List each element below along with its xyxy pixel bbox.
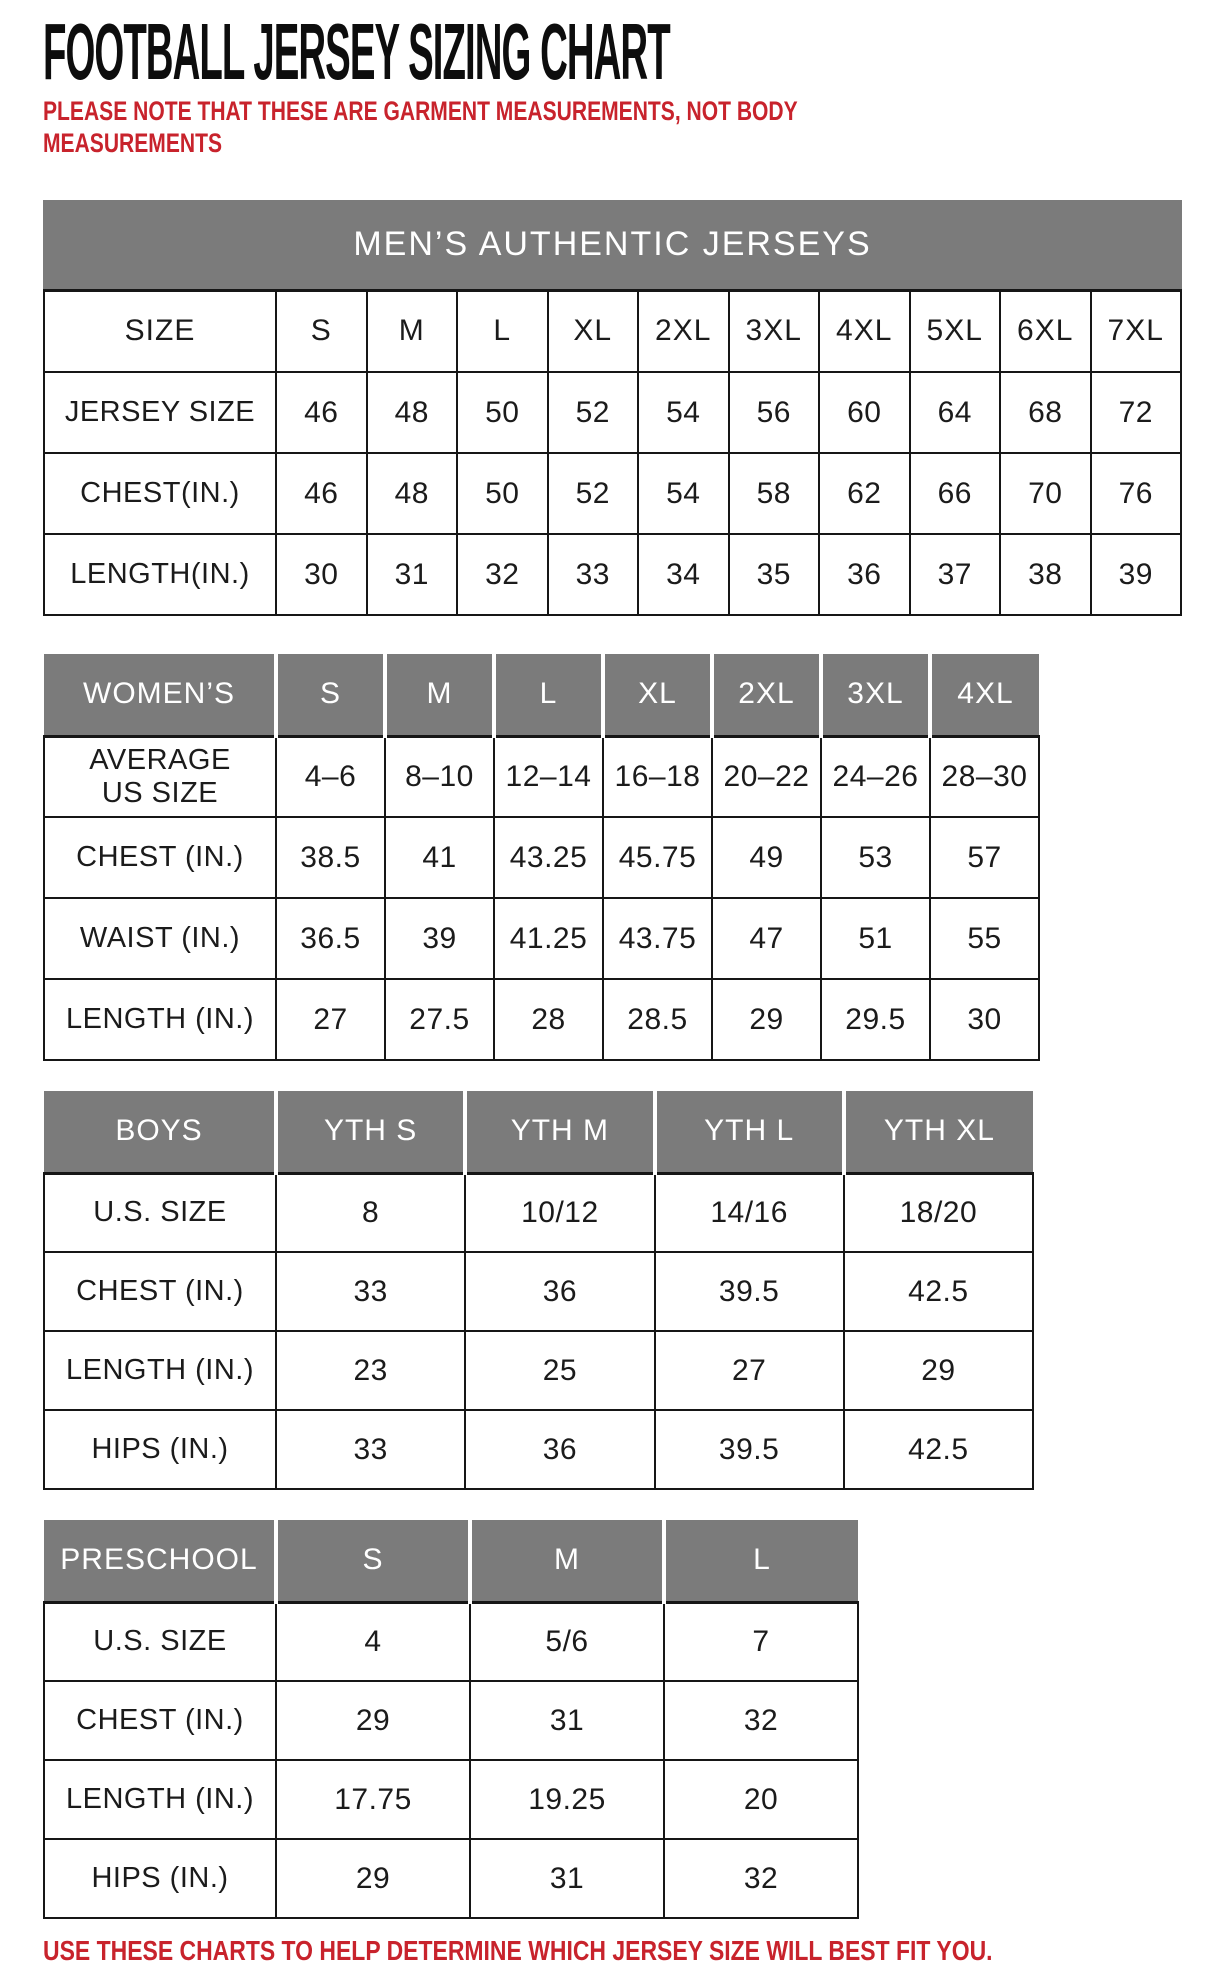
boys-value-1-0-text: 33: [353, 1274, 388, 1308]
boys-value-0-0: [276, 1173, 465, 1252]
mens-value-1-1: [367, 453, 458, 534]
mens-value-0-0-text: 46: [304, 395, 339, 429]
mens-value-0-1: [367, 372, 458, 453]
womens-column-header-5-text: 3XL: [847, 677, 904, 711]
preschool-row-2: [44, 1760, 858, 1839]
mens-column-header-1-text: M: [398, 314, 425, 348]
womens-value-0-5: [821, 736, 930, 817]
womens-value-2-1: [385, 898, 494, 979]
womens-value-0-2-text: 12–14: [505, 759, 592, 793]
womens-value-0-0: [276, 736, 385, 817]
womens-value-2-4-text: 47: [749, 921, 784, 955]
womens-value-0-2: [494, 736, 603, 817]
womens-value-3-0-text: 27: [313, 1002, 348, 1036]
mens-header-row: [44, 290, 1181, 372]
preschool-row-0: [44, 1602, 858, 1681]
boys-column-header-0: [276, 1091, 465, 1173]
preschool-value-3-0: [276, 1839, 470, 1918]
boys-column-header-0-text: YTH S: [323, 1114, 418, 1148]
preschool-row-label-3: [44, 1839, 276, 1918]
womens-value-1-3-text: 45.75: [618, 840, 697, 874]
mens-value-1-7: [910, 453, 1001, 534]
garment-measurement-note: [43, 96, 961, 160]
mens-value-2-4-text: 34: [666, 557, 701, 591]
womens-header-row: [44, 654, 1039, 736]
womens-value-0-3-text: 16–18: [614, 759, 701, 793]
preschool-corner-header-cell-text: PRESCHOOL: [60, 1543, 258, 1577]
boys-value-1-1: [465, 1252, 654, 1331]
womens-value-2-5: [821, 898, 930, 979]
mens-value-1-4: [638, 453, 729, 534]
preschool-row-label-0: [44, 1602, 276, 1681]
preschool-value-1-1: [470, 1681, 664, 1760]
boys-value-3-3-text: 42.5: [908, 1432, 969, 1466]
mens-value-0-7: [910, 372, 1001, 453]
preschool-row-3: [44, 1839, 858, 1918]
boys-value-2-2: [655, 1331, 844, 1410]
mens-value-1-8-text: 70: [1028, 476, 1063, 510]
preschool-value-0-2-text: 7: [752, 1624, 770, 1658]
mens-value-1-2-text: 50: [485, 476, 520, 510]
womens-value-1-5-text: 53: [858, 840, 893, 874]
mens-column-header-9-text: 7XL: [1107, 314, 1164, 348]
boys-value-0-0-text: 8: [362, 1195, 380, 1229]
womens-value-1-1: [385, 817, 494, 898]
preschool-column-header-0-text: S: [362, 1543, 384, 1577]
womens-value-3-5-text: 29.5: [845, 1002, 906, 1036]
boys-row-0: [44, 1173, 1033, 1252]
mens-column-header-5: [729, 290, 820, 372]
mens-value-2-5-text: 35: [756, 557, 791, 591]
preschool-value-3-1: [470, 1839, 664, 1918]
preschool-value-2-0: [276, 1760, 470, 1839]
womens-value-2-2-text: 41.25: [509, 921, 588, 955]
womens-value-1-4-text: 49: [749, 840, 784, 874]
womens-value-3-5: [821, 979, 930, 1060]
mens-row-label-2-text: LENGTH(IN.): [70, 558, 250, 591]
womens-value-0-3: [603, 736, 712, 817]
mens-value-0-3-text: 52: [575, 395, 610, 429]
boys-corner-header-cell: [44, 1091, 276, 1173]
boys-value-0-1-text: 10/12: [521, 1195, 599, 1229]
note-line-1: PLEASE NOTE THAT THESE ARE GARMENT MEASUREMENTS, NOT BODY: [43, 96, 798, 126]
womens-value-3-6-text: 30: [967, 1002, 1002, 1036]
size-table-womens: [43, 654, 1220, 1061]
preschool-column-header-2-text: L: [753, 1543, 771, 1577]
boys-row-label-0: [44, 1173, 276, 1252]
womens-row-label-2: [44, 898, 276, 979]
mens-column-header-6-text: 4XL: [836, 314, 893, 348]
boys-value-2-0-text: 23: [353, 1353, 388, 1387]
mens-banner: MEN’S AUTHENTIC JERSEYS: [43, 200, 1182, 289]
mens-corner-header-cell: [44, 290, 276, 372]
womens-corner-header-cell-text: WOMEN’S: [83, 677, 235, 711]
boys-value-1-1-text: 36: [542, 1274, 578, 1308]
womens-row-label-1: [44, 817, 276, 898]
womens-row-0: [44, 736, 1039, 817]
womens-row-3: [44, 979, 1039, 1060]
womens-column-header-5: [821, 654, 930, 736]
mens-value-1-7-text: 66: [937, 476, 972, 510]
womens-value-1-1-text: 41: [422, 840, 457, 874]
boys-value-0-1: [465, 1173, 654, 1252]
mens-column-header-9: [1091, 290, 1182, 372]
womens-value-0-1-text: 8–10: [405, 759, 474, 793]
boys-column-header-1-text: YTH M: [510, 1114, 610, 1148]
mens-value-2-0: [276, 534, 367, 615]
womens-value-2-6: [930, 898, 1039, 979]
mens-value-0-2-text: 50: [485, 395, 520, 429]
preschool-value-3-2-text: 32: [743, 1861, 779, 1895]
boys-value-3-0-text: 33: [353, 1432, 388, 1466]
mens-value-0-6-text: 60: [847, 395, 882, 429]
boys-row-2: [44, 1331, 1033, 1410]
mens-value-1-5-text: 58: [756, 476, 791, 510]
womens-row-label-3-text: LENGTH (IN.): [65, 1003, 255, 1036]
mens-value-1-8: [1000, 453, 1091, 534]
womens-corner-header-cell: [44, 654, 276, 736]
preschool-row-1: [44, 1681, 858, 1760]
womens-value-3-2-text: 28: [531, 1002, 566, 1036]
mens-value-2-2-text: 32: [485, 557, 520, 591]
boys-value-2-1: [465, 1331, 654, 1410]
note-line-2: MEASUREMENTS: [43, 127, 223, 158]
womens-value-0-0-text: 4–6: [304, 759, 357, 793]
mens-value-2-2: [457, 534, 548, 615]
womens-value-2-3: [603, 898, 712, 979]
mens-row-2: [44, 534, 1181, 615]
boys-value-3-1: [465, 1410, 654, 1489]
womens-value-1-6-text: 57: [967, 840, 1002, 874]
womens-value-2-0: [276, 898, 385, 979]
boys-value-1-3: [844, 1252, 1033, 1331]
womens-value-1-4: [712, 817, 821, 898]
preschool-header-row: [44, 1520, 858, 1602]
preschool-value-0-2: [664, 1602, 858, 1681]
preschool-column-header-1-text: M: [554, 1543, 580, 1577]
mens-value-2-1: [367, 534, 458, 615]
womens-row-label-0: [44, 736, 276, 817]
mens-value-1-3-text: 52: [575, 476, 610, 510]
mens-value-2-5: [729, 534, 820, 615]
womens-value-1-2-text: 43.25: [509, 840, 588, 874]
preschool-value-2-1: [470, 1760, 664, 1839]
boys-value-0-2-text: 14/16: [710, 1195, 788, 1229]
preschool-value-2-1-text: 19.25: [528, 1782, 606, 1816]
womens-value-3-3-text: 28.5: [627, 1002, 688, 1036]
boys-value-3-1-text: 36: [542, 1432, 578, 1466]
mens-column-header-7: [910, 290, 1001, 372]
mens-value-0-7-text: 64: [937, 395, 972, 429]
womens-row-label-3: [44, 979, 276, 1060]
boys-header-row: [44, 1091, 1033, 1173]
mens-column-header-3: [548, 290, 639, 372]
mens-column-header-8-text: 6XL: [1017, 314, 1074, 348]
size-table-mens: [43, 200, 1220, 617]
womens-value-3-4: [712, 979, 821, 1060]
preschool-row-label-1: [44, 1681, 276, 1760]
boys-column-header-3: [844, 1091, 1033, 1173]
preschool-value-0-1: [470, 1602, 664, 1681]
womens-value-1-6: [930, 817, 1039, 898]
mens-value-2-4: [638, 534, 729, 615]
preschool-value-0-1-text: 5/6: [545, 1624, 589, 1658]
preschool-value-1-1-text: 31: [549, 1703, 585, 1737]
boys-row-3: [44, 1410, 1033, 1489]
mens-value-0-5: [729, 372, 820, 453]
womens-column-header-3: [603, 654, 712, 736]
preschool-value-3-2: [664, 1839, 858, 1918]
womens-value-2-3-text: 43.75: [618, 921, 697, 955]
mens-value-0-1-text: 48: [394, 395, 429, 429]
mens-grid: [43, 289, 1182, 617]
boys-column-header-3-text: YTH XL: [883, 1114, 995, 1148]
mens-value-1-0: [276, 453, 367, 534]
mens-row-label-1: [44, 453, 276, 534]
mens-column-header-8: [1000, 290, 1091, 372]
preschool-value-2-2: [664, 1760, 858, 1839]
mens-value-0-2: [457, 372, 548, 453]
womens-row-label-2-text: WAIST (IN.): [79, 922, 241, 955]
womens-value-2-0-text: 36.5: [300, 921, 361, 955]
mens-column-header-7-text: 5XL: [926, 314, 983, 348]
womens-row-2: [44, 898, 1039, 979]
preschool-value-3-1-text: 31: [549, 1861, 585, 1895]
mens-row-0: [44, 372, 1181, 453]
womens-value-2-2: [494, 898, 603, 979]
mens-column-header-0-text: S: [310, 314, 332, 348]
preschool-row-label-3-text: HIPS (IN.): [91, 1862, 229, 1895]
womens-column-header-4: [712, 654, 821, 736]
boys-value-1-2-text: 39.5: [718, 1274, 780, 1308]
preschool-row-label-2: [44, 1760, 276, 1839]
mens-value-2-1-text: 31: [394, 557, 429, 591]
boys-row-label-3: [44, 1410, 276, 1489]
womens-value-3-2: [494, 979, 603, 1060]
boys-value-0-3: [844, 1173, 1033, 1252]
mens-value-0-9: [1091, 372, 1182, 453]
page-title: FOOTBALL JERSEY SIZING CHART: [43, 7, 670, 96]
boys-value-1-3-text: 42.5: [908, 1274, 969, 1308]
preschool-value-0-0-text: 4: [364, 1624, 382, 1658]
mens-row-label-1-text: CHEST(IN.): [80, 477, 240, 510]
mens-value-0-4: [638, 372, 729, 453]
preschool-column-header-0: [276, 1520, 470, 1602]
mens-value-0-4-text: 54: [666, 395, 701, 429]
mens-value-1-9: [1091, 453, 1182, 534]
mens-column-header-4-text: 2XL: [655, 314, 712, 348]
mens-value-1-4-text: 54: [666, 476, 701, 510]
mens-value-0-6: [819, 372, 910, 453]
boys-corner-header-cell-text: BOYS: [115, 1114, 203, 1148]
mens-value-2-9: [1091, 534, 1182, 615]
mens-value-0-8-text: 68: [1028, 395, 1063, 429]
mens-value-2-8-text: 38: [1028, 557, 1063, 591]
boys-column-header-1: [465, 1091, 654, 1173]
mens-column-header-2: [457, 290, 548, 372]
mens-value-1-6-text: 62: [847, 476, 882, 510]
womens-column-header-1-text: M: [426, 677, 453, 711]
womens-value-2-6-text: 55: [967, 921, 1002, 955]
boys-value-3-0: [276, 1410, 465, 1489]
womens-value-1-0: [276, 817, 385, 898]
womens-column-header-2-text: L: [539, 677, 558, 711]
boys-value-3-2-text: 39.5: [718, 1432, 780, 1466]
boys-value-1-0: [276, 1252, 465, 1331]
womens-value-0-6: [930, 736, 1039, 817]
mens-value-0-8: [1000, 372, 1091, 453]
boys-row-label-3-text: HIPS (IN.): [91, 1433, 229, 1466]
boys-value-3-3: [844, 1410, 1033, 1489]
preschool-grid: [43, 1520, 859, 1919]
womens-value-3-0: [276, 979, 385, 1060]
boys-value-2-0: [276, 1331, 465, 1410]
footer-note: USE THESE CHARTS TO HELP DETERMINE WHICH JERSEY SIZE WILL BEST FIT YOU.: [43, 1935, 993, 1967]
mens-value-2-6-text: 36: [847, 557, 882, 591]
mens-value-2-3: [548, 534, 639, 615]
boys-column-header-2: [655, 1091, 844, 1173]
womens-column-header-0-text: S: [319, 677, 341, 711]
mens-column-header-6: [819, 290, 910, 372]
mens-value-2-7: [910, 534, 1001, 615]
boys-value-2-1-text: 25: [542, 1353, 578, 1387]
preschool-value-1-2: [664, 1681, 858, 1760]
boys-row-label-2-text: LENGTH (IN.): [65, 1354, 255, 1387]
mens-value-0-5-text: 56: [756, 395, 791, 429]
preschool-row-label-2-text: LENGTH (IN.): [65, 1783, 255, 1816]
mens-row-1: [44, 453, 1181, 534]
preschool-column-header-1: [470, 1520, 664, 1602]
size-table-boys: [43, 1091, 1220, 1490]
mens-column-header-4: [638, 290, 729, 372]
mens-value-2-3-text: 33: [575, 557, 610, 591]
mens-row-label-0: [44, 372, 276, 453]
womens-column-header-2: [494, 654, 603, 736]
size-table-preschool: [43, 1520, 1220, 1919]
preschool-value-2-0-text: 17.75: [334, 1782, 412, 1816]
preschool-value-1-0: [276, 1681, 470, 1760]
mens-column-header-0: [276, 290, 367, 372]
mens-value-2-8: [1000, 534, 1091, 615]
mens-column-header-1: [367, 290, 458, 372]
mens-value-2-7-text: 37: [937, 557, 972, 591]
womens-value-0-4: [712, 736, 821, 817]
preschool-row-label-0-text: U.S. SIZE: [93, 1625, 227, 1658]
womens-column-header-6: [930, 654, 1039, 736]
mens-row-label-0-text: JERSEY SIZE: [64, 396, 256, 429]
womens-row-label-0-text: AVERAGE US SIZE: [89, 743, 231, 809]
mens-value-1-0-text: 46: [304, 476, 339, 510]
mens-value-0-9-text: 72: [1118, 395, 1153, 429]
boys-value-1-2: [655, 1252, 844, 1331]
womens-value-2-4: [712, 898, 821, 979]
mens-value-2-9-text: 39: [1118, 557, 1153, 591]
boys-row-1: [44, 1252, 1033, 1331]
womens-value-2-5-text: 51: [858, 921, 893, 955]
womens-row-1: [44, 817, 1039, 898]
boys-column-header-2-text: YTH L: [704, 1114, 795, 1148]
mens-value-1-5: [729, 453, 820, 534]
mens-column-header-5-text: 3XL: [745, 314, 802, 348]
boys-grid: [43, 1091, 1034, 1490]
boys-row-label-2: [44, 1331, 276, 1410]
mens-corner-header-cell-text: SIZE: [124, 314, 196, 348]
womens-value-1-2: [494, 817, 603, 898]
preschool-value-1-0-text: 29: [355, 1703, 391, 1737]
womens-value-3-6: [930, 979, 1039, 1060]
boys-value-0-2: [655, 1173, 844, 1252]
womens-value-1-3: [603, 817, 712, 898]
boys-row-label-1: [44, 1252, 276, 1331]
mens-value-1-9-text: 76: [1118, 476, 1153, 510]
womens-value-3-3: [603, 979, 712, 1060]
mens-value-2-6: [819, 534, 910, 615]
womens-value-0-1: [385, 736, 494, 817]
boys-value-2-3-text: 29: [921, 1353, 956, 1387]
boys-value-2-3: [844, 1331, 1033, 1410]
boys-value-2-2-text: 27: [731, 1353, 767, 1387]
mens-value-1-6: [819, 453, 910, 534]
boys-value-0-3-text: 18/20: [899, 1195, 978, 1229]
preschool-value-2-2-text: 20: [743, 1782, 779, 1816]
preschool-value-0-0: [276, 1602, 470, 1681]
womens-column-header-6-text: 4XL: [957, 677, 1014, 711]
mens-row-label-2: [44, 534, 276, 615]
womens-value-0-4-text: 20–22: [723, 759, 810, 793]
womens-row-label-1-text: CHEST (IN.): [76, 841, 244, 874]
boys-row-label-0-text: U.S. SIZE: [93, 1196, 227, 1229]
mens-column-header-2-text: L: [493, 314, 512, 348]
womens-column-header-0: [276, 654, 385, 736]
preschool-row-label-1-text: CHEST (IN.): [76, 1704, 244, 1737]
mens-value-0-3: [548, 372, 639, 453]
mens-value-1-1-text: 48: [394, 476, 429, 510]
womens-value-3-1-text: 27.5: [409, 1002, 470, 1036]
mens-value-1-2: [457, 453, 548, 534]
preschool-value-3-0-text: 29: [355, 1861, 391, 1895]
preschool-corner-header-cell: [44, 1520, 276, 1602]
womens-value-0-6-text: 28–30: [941, 759, 1028, 793]
womens-value-3-4-text: 29: [749, 1002, 784, 1036]
womens-grid: [43, 654, 1040, 1061]
womens-value-2-1-text: 39: [422, 921, 457, 955]
mens-column-header-3-text: XL: [573, 314, 613, 348]
boys-row-label-1-text: CHEST (IN.): [76, 1275, 244, 1308]
womens-value-1-0-text: 38.5: [300, 840, 361, 874]
preschool-value-1-2-text: 32: [743, 1703, 779, 1737]
womens-column-header-1: [385, 654, 494, 736]
mens-value-1-3: [548, 453, 639, 534]
womens-value-0-5-text: 24–26: [832, 759, 919, 793]
womens-column-header-4-text: 2XL: [738, 677, 795, 711]
preschool-column-header-2: [664, 1520, 858, 1602]
mens-value-0-0: [276, 372, 367, 453]
womens-value-1-5: [821, 817, 930, 898]
womens-value-3-1: [385, 979, 494, 1060]
mens-value-2-0-text: 30: [304, 557, 339, 591]
boys-value-3-2: [655, 1410, 844, 1489]
womens-column-header-3-text: XL: [638, 677, 677, 711]
